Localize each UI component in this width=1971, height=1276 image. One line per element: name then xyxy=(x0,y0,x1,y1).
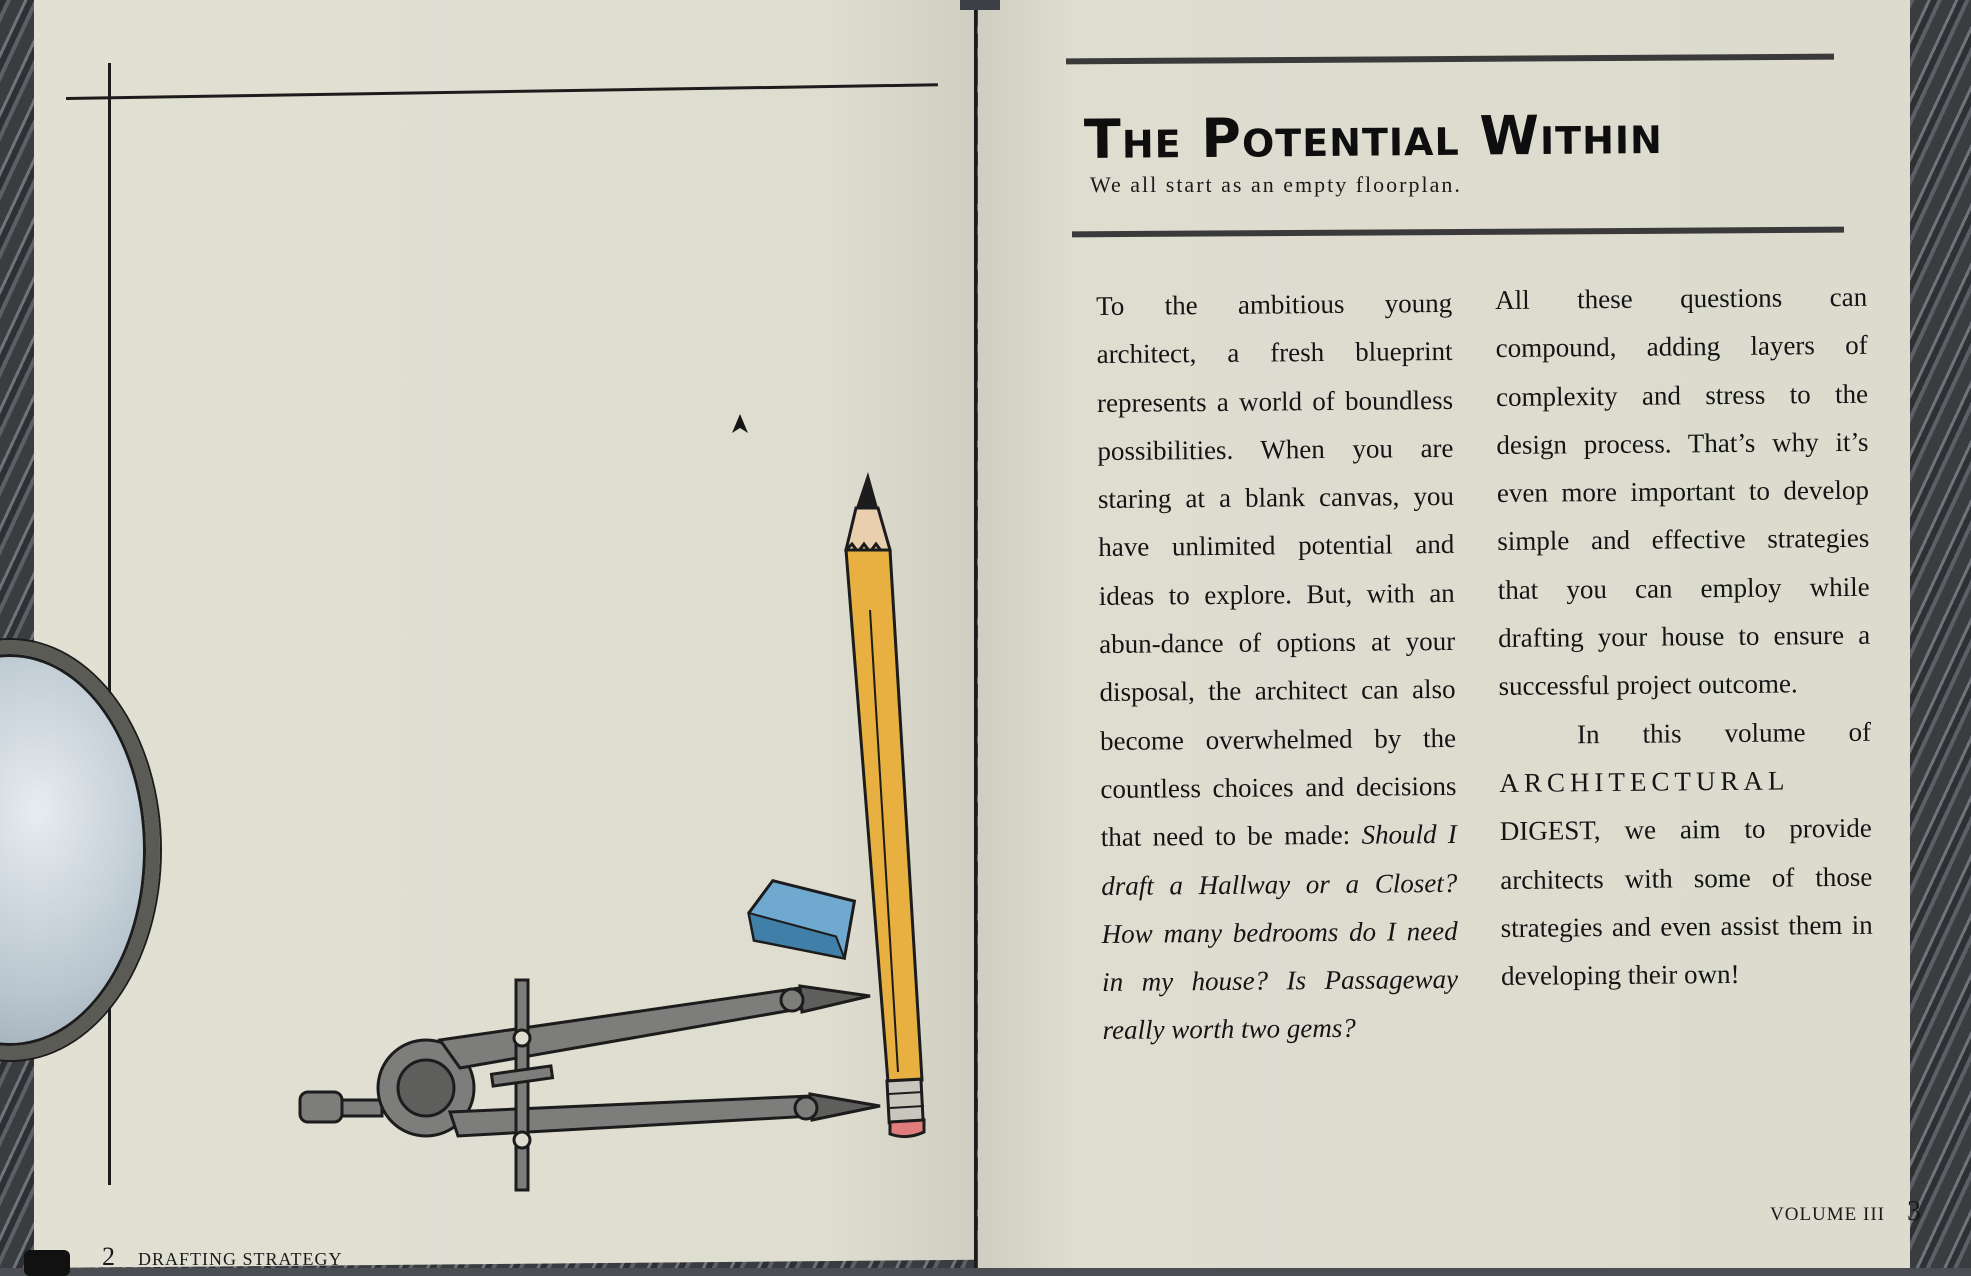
corner-tab xyxy=(24,1250,70,1276)
eraser-icon xyxy=(744,878,856,959)
column-2-paragraph-2 xyxy=(1499,707,1874,1000)
right-page-number: 3 xyxy=(1907,1196,1923,1227)
magazine-title-2: DIGEST xyxy=(1499,815,1594,847)
compass-icon xyxy=(300,980,880,1190)
section-label: DRAFTING STRATEGY xyxy=(138,1249,343,1269)
article-headline: The Potential Within xyxy=(1083,102,1664,171)
spine-cap xyxy=(960,0,1000,10)
article-subtitle: We all start as an empty floorplan. xyxy=(1090,172,1462,197)
p2-rest: , we aim to provide architects with some of those strategies and even assist them in developing their own! xyxy=(1500,812,1873,992)
p2-lead: In this volume of xyxy=(1576,716,1872,749)
column-1-paragraph xyxy=(1096,279,1459,1055)
article-column-2 xyxy=(1495,273,1873,1001)
intro-text: To the ambitious young architect, a fresh blueprint represents a world of boundless possibilities. When you are staring at a blank canvas, you have unlimited potential and ideas to explore. But, with an abun-dance of options at your disposal, the architect can also become overwhelmed by the countless choices and decisions that need to be made: xyxy=(1096,287,1457,853)
right-page-footer xyxy=(1770,1196,1922,1228)
pencil-icon xyxy=(846,472,924,1137)
questions-text: Should I draft a Hallway or a Closet? How many bedrooms do I need in my house? Is Passageway really worth two gems? xyxy=(1101,819,1459,1046)
book-spine xyxy=(974,0,977,1268)
cursor-icon xyxy=(731,413,749,435)
left-page-frame-left xyxy=(108,63,111,1185)
left-page-number: 2 xyxy=(102,1242,116,1271)
magazine-title-1: ARCHITECTURAL xyxy=(1499,765,1790,798)
drafting-tools-illustration xyxy=(290,460,950,1200)
volume-label: VOLUME III xyxy=(1770,1204,1886,1225)
column-2-paragraph-1: All these questions can compound, adding layers of complexity and stress to the design process. That’s why it’s even more important to develop simple and effective strategies that you can employ while drafting your house to ensure a successful project outcome. xyxy=(1495,281,1871,702)
article-column-1 xyxy=(1096,279,1459,1055)
